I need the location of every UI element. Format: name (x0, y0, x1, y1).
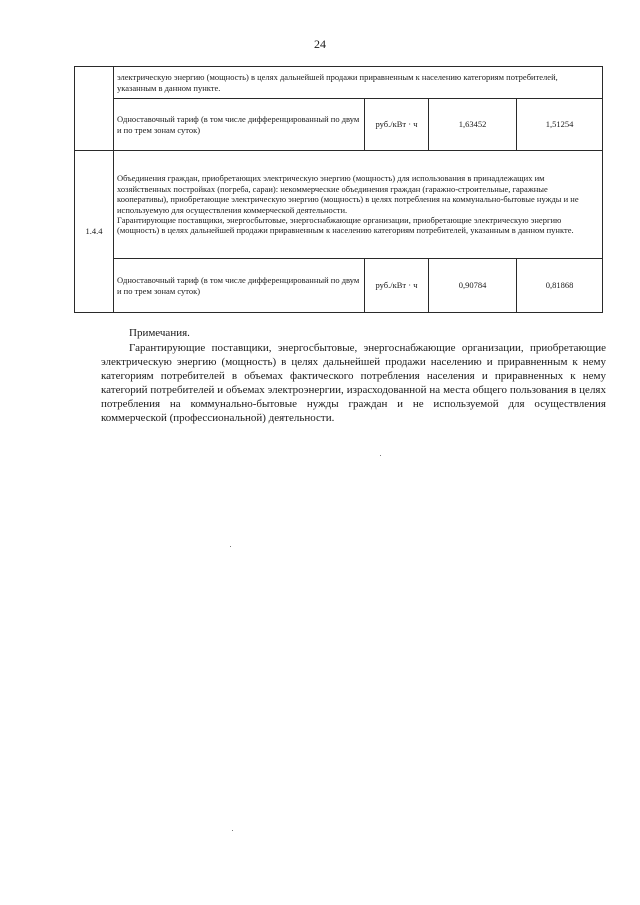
table-row (75, 259, 603, 313)
row-number-cell (75, 67, 114, 151)
notes-heading: Примечания. (129, 327, 190, 339)
tariff-label: Одноставочный тариф (в том числе дифференцированный по двум и по трем зонам суток) (114, 99, 365, 151)
scan-speck (230, 546, 231, 547)
value-cell-1: 0,90784 (429, 259, 517, 313)
page-number: 24 (314, 37, 326, 51)
table-row (75, 67, 603, 99)
table-row (75, 151, 603, 259)
unit-cell: руб./кВт · ч (365, 259, 429, 313)
value-cell-2: 1,51254 (517, 99, 603, 151)
row-description-part-2: Гарантирующие поставщики, энергосбытовые, энергоснабжающие организации, приобретающие электрическую энергию (мощность) в целях дальнейшей продажи приравненным к населению категориям потребителей, указанным в данном пункте. (117, 214, 574, 236)
scan-speck (232, 830, 233, 831)
table-row (75, 99, 603, 151)
notes-text: Гарантирующие поставщики, энергосбытовые, энергоснабжающие организации, приобретающие электрическую энергию (мощность) в целях дальнейшей продажи населению и приравненным к нему категориям потребителей в объемах фактического потребления населения и приравненных к нему категорий потребителей и объемах электроэнергии, израсходованной на места общего пользования в целях потребления на коммунально-бытовые нужды граждан и не используемой для осуществления коммерческой (профессиональной) деятельности. (101, 342, 606, 425)
value-cell-2: 0,81868 (517, 259, 603, 313)
notes-section (101, 326, 606, 426)
value-cell-1: 1,63452 (429, 99, 517, 151)
scan-speck (380, 455, 381, 456)
tariff-label: Одноставочный тариф (в том числе дифференцированный по двум и по трем зонам суток) (114, 259, 365, 313)
row-description (114, 151, 603, 259)
unit-cell: руб./кВт · ч (365, 99, 429, 151)
row-description: электрическую энергию (мощность) в целях дальнейшей продажи приравненным к населению категориям потребителей, указанным в данном пункте. (114, 67, 603, 99)
row-description-part-1: Объединения граждан, приобретающих электрическую энергию (мощность) для использования в принадлежащих им хозяйственных постройках (погреба, сараи): некоммерческие объединения граждан (гаражно-строительные, гаражные кооперативы), приобретающие электрическую энергию (мощность) в целях потребления на коммунально-бытовые нужды и не используемую для осуществления коммерческой деятельности. (117, 173, 579, 215)
tariff-table (74, 66, 603, 313)
row-number-cell: 1.4.4 (75, 151, 114, 313)
